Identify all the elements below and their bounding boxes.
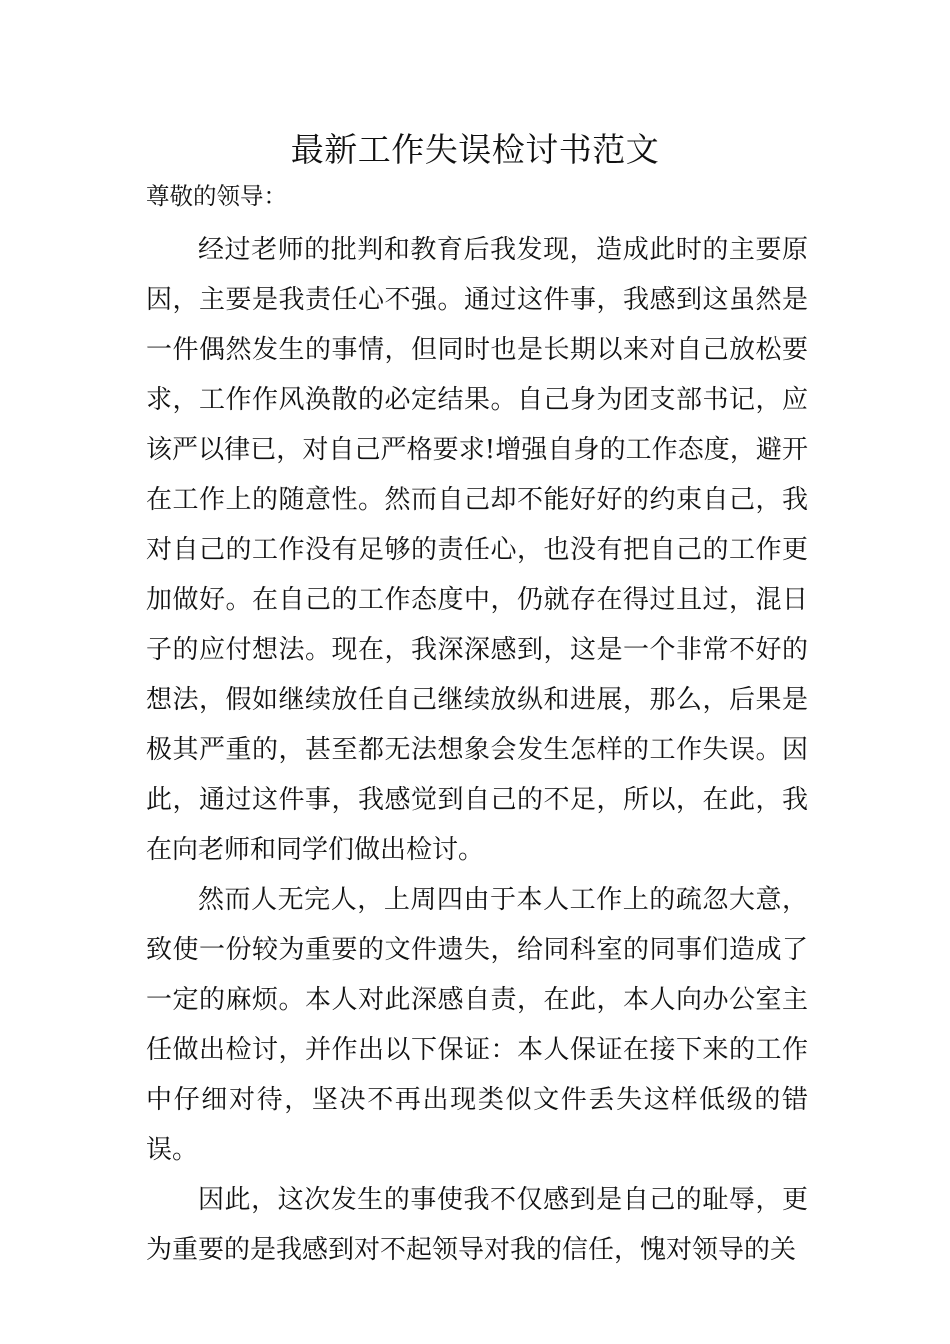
salutation: 尊敬的领导： xyxy=(146,182,287,210)
document-body xyxy=(146,225,808,1275)
paragraph: 因此，这次发生的事使我不仅感到是自己的耻辱，更为重要的是我感到对不起领导对我的信任，愧对领导的关 xyxy=(146,1185,808,1265)
paragraph: 然而人无完人，上周四由于本人工作上的疏忽大意，致使一份较为重要的文件遗失，给同科室的同事们造成了一定的麻烦。本人对此深感自责，在此，本人向办公室主任做出检讨，并作出以下保证：本人保证在接下来的工作中仔细对待，坚决不再出现类似文件丢失这样低级的错误。 xyxy=(146,885,808,1165)
paragraph: 经过老师的批判和教育后我发现，造成此时的主要原因，主要是我责任心不强。通过这件事，我感到这虽然是一件偶然发生的事情，但同时也是长期以来对自己放松要求，工作作风涣散的必定结果。自己身为团支部书记，应该严以律已，对自己严格要求!增强自身的工作态度，避开在工作上的随意性。然而自己却不能好好的约束自己，我对自己的工作没有足够的责任心，也没有把自己的工作更加做好。在自己的工作态度中，仍就存在得过且过，混日子的应付想法。现在，我深深感到，这是一个非常不好的想法，假如继续放任自己继续放纵和进展，那么，后果是极其严重的，甚至都无法想象会发生怎样的工作失误。因此，通过这件事，我感觉到自己的不足，所以，在此，我在向老师和同学们做出检讨。 xyxy=(146,235,808,865)
document-title: 最新工作失误检讨书范文 xyxy=(290,130,660,169)
